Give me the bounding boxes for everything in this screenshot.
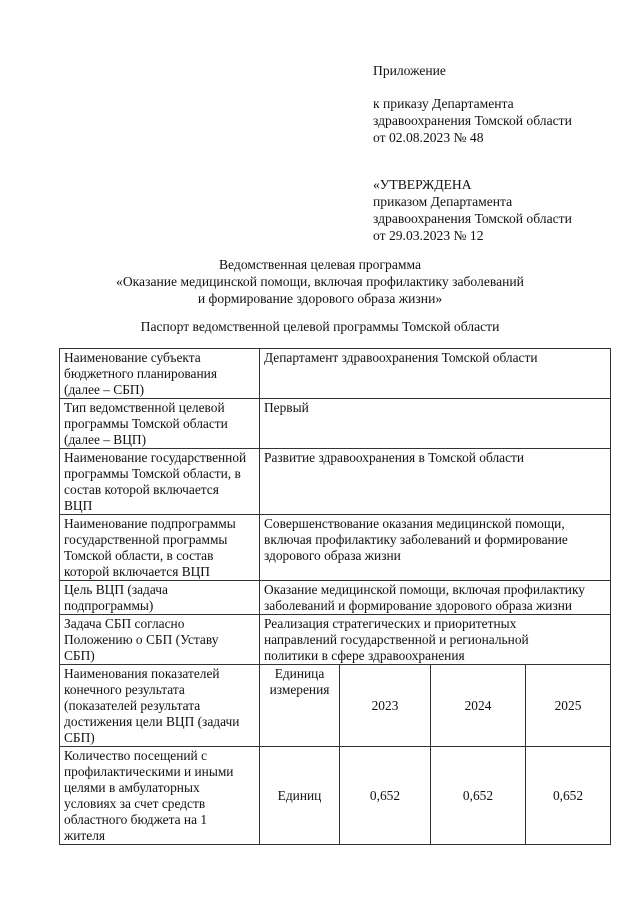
appendix-header [373, 62, 446, 79]
row-label [60, 449, 260, 515]
table-row [60, 349, 611, 399]
program-title-line: и формирование здорового образа жизни» [197, 291, 443, 306]
approved-line: приказом Департамента [373, 194, 513, 209]
label-line: (далее – ВЦП) [64, 432, 147, 447]
indicator-row [60, 747, 611, 845]
label-line: целями в амбулаторных [64, 780, 200, 795]
value-line: Первый [264, 400, 309, 415]
label-line: областного бюджета на 1 [64, 812, 208, 827]
label-line: состав которой включается [64, 482, 219, 497]
approved-line: от 29.03.2023 № 12 [373, 228, 484, 243]
label-line: Наименование государственной [64, 450, 247, 465]
label-line: Количество посещений с [64, 748, 208, 763]
table-row [60, 615, 611, 665]
row-label [60, 399, 260, 449]
value-line: включая профилактику заболеваний и формирование [264, 532, 568, 547]
label-line: Наименования показателей [64, 666, 220, 681]
row-value [260, 349, 611, 399]
year-header: 2023 [340, 665, 431, 747]
approved-line: здравоохранения Томской области [373, 211, 572, 226]
indicator-value-2025: 0,652 [526, 747, 611, 845]
unit-header-line: Единица [274, 666, 325, 681]
label-line: подпрограммы) [64, 598, 154, 613]
table-row [60, 581, 611, 615]
label-line: (показателей результата [64, 698, 201, 713]
label-line: Задача СБП согласно [64, 616, 185, 631]
year-header: 2025 [526, 665, 611, 747]
passport-title [0, 318, 640, 335]
table-row [60, 399, 611, 449]
indicators-header-label [60, 665, 260, 747]
label-line: которой включается ВЦП [64, 564, 210, 579]
row-value [260, 581, 611, 615]
indicator-value-2024: 0,652 [431, 747, 526, 845]
label-line: Тип ведомственной целевой [64, 400, 225, 415]
order-line: к приказу Департамента [373, 96, 514, 111]
year-header: 2024 [431, 665, 526, 747]
row-label [60, 515, 260, 581]
row-label [60, 581, 260, 615]
table-row [60, 449, 611, 515]
label-line: жителя [64, 828, 106, 843]
passport-table [59, 348, 611, 845]
approved-reference [373, 176, 572, 244]
label-line: СБП) [64, 730, 95, 745]
label-line: условиях за счет средств [64, 796, 206, 811]
table-row [60, 515, 611, 581]
label-line: Цель ВЦП (задача [64, 582, 168, 597]
label-line: (далее – СБП) [64, 382, 145, 397]
row-value [260, 515, 611, 581]
value-line: направлений государственной и региональной [264, 632, 529, 647]
label-line: Наименование субъекта [64, 350, 201, 365]
value-line: Совершенствование оказания медицинской помощи, [264, 516, 565, 531]
value-line: заболеваний и формирование здорового образа жизни [264, 598, 573, 613]
passport-title-text: Паспорт ведомственной целевой программы Томской области [140, 319, 500, 334]
value-line: Реализация стратегических и приоритетных [264, 616, 517, 631]
value-line: политики в сфере здравоохранения [264, 648, 465, 663]
label-line: Наименование подпрограммы [64, 516, 236, 531]
program-title [0, 256, 640, 307]
value-line: здорового образа жизни [264, 548, 401, 563]
indicator-label [60, 747, 260, 845]
appendix-title: Приложение [373, 63, 446, 78]
value-line: Оказание медицинской помощи, включая профилактику [264, 582, 585, 597]
row-value [260, 449, 611, 515]
label-line: достижения цели ВЦП (задачи [64, 714, 240, 729]
indicators-header-row [60, 665, 611, 747]
value-line: Департамент здравоохранения Томской области [264, 350, 538, 365]
order-reference [373, 95, 572, 146]
order-line: от 02.08.2023 № 48 [373, 130, 484, 145]
row-value [260, 615, 611, 665]
label-line: СБП) [64, 648, 95, 663]
unit-header [260, 665, 340, 747]
label-line: программы Томской области, в [64, 466, 241, 481]
label-line: программы Томской области [64, 416, 228, 431]
order-line: здравоохранения Томской области [373, 113, 572, 128]
program-title-line: «Оказание медицинской помощи, включая профилактику заболеваний [116, 274, 524, 289]
label-line: конечного результата [64, 682, 185, 697]
label-line: профилактическими и иными [64, 764, 234, 779]
row-label [60, 615, 260, 665]
approved-line: «УТВЕРЖДЕНА [373, 177, 472, 192]
row-value [260, 399, 611, 449]
label-line: бюджетного планирования [64, 366, 217, 381]
label-line: Положению о СБП (Уставу [64, 632, 219, 647]
indicator-unit: Единиц [260, 747, 340, 845]
indicator-value-2023: 0,652 [340, 747, 431, 845]
unit-header-line: измерения [269, 682, 330, 697]
row-label [60, 349, 260, 399]
label-line: ВЦП [64, 498, 93, 513]
label-line: государственной программы [64, 532, 228, 547]
program-title-line: Ведомственная целевая программа [218, 257, 422, 272]
value-line: Развитие здравоохранения в Томской области [264, 450, 525, 465]
label-line: Томской области, в состав [64, 548, 214, 563]
